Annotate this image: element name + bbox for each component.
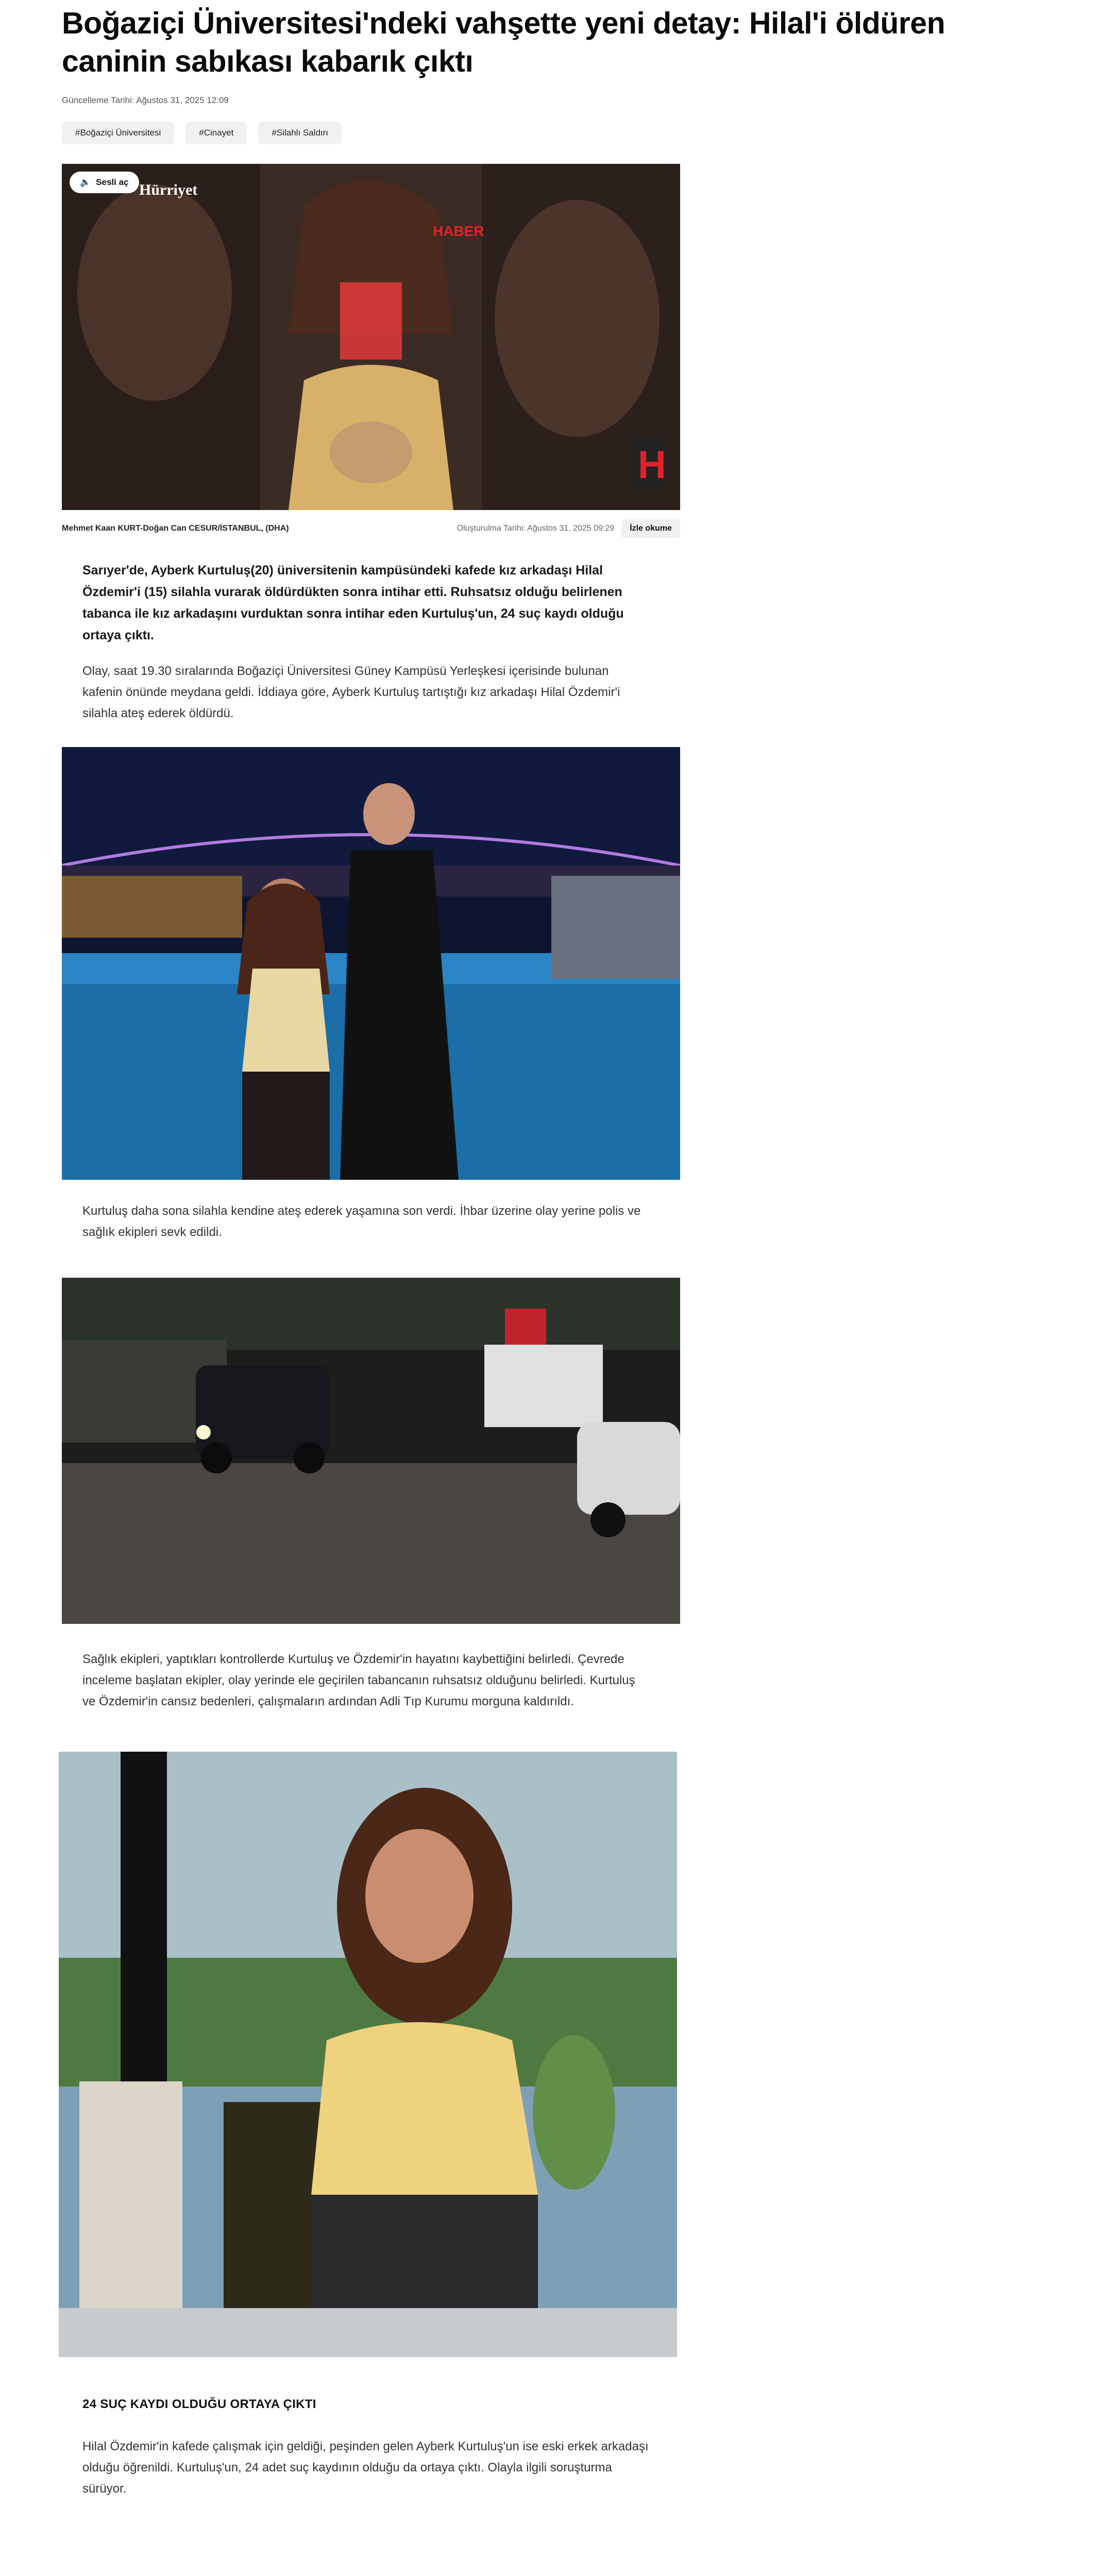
lead-video-image: [62, 164, 680, 510]
photo-couple-pool: [62, 747, 680, 1180]
listen-label: Sesli aç: [96, 177, 129, 187]
byline: Mehmet Kaan KURT-Doğan Can CESUR/İSTANBUL, (DHA): [62, 524, 289, 533]
paragraph-4: Hilal Özdemir'in kafede çalışmak için geldiği, peşinden gelen Ayberk Kurtuluş'un ise eski erkek arkadaşı olduğu öğrenildi. Kurtuluş'un, 24 adet suç kaydının olduğu da ortaya çıktı. Olayla ilgili soruşturma sürüyor.: [82, 2439, 649, 2496]
follow-button[interactable]: İzle okume: [621, 519, 680, 538]
subheading-suc-kaydi: 24 SUÇ KAYDI OLDUĞU ORTAYA ÇIKTI: [82, 2397, 316, 2411]
paragraph-3: Sağlık ekipleri, yaptıkları kontrollerde Kurtuluş ve Özdemir'in hayatını kaybettiğini belirledi. Çevrede inceleme başlatan ekipler, olay yerinde ele geçirilen tabancanın ruhsatsız olduğunu belirledi. Kurtuluş ve Özdemir'in cansız bedenleri, çalışmaların ardından Adli Tıp Kurumu morguna kaldırıldı.: [82, 1652, 635, 1708]
tag-bogazici[interactable]: #Boğaziçi Üniversitesi: [62, 122, 174, 144]
paragraph-2: Kurtuluş daha sona silahla kendine ateş ederek yaşamına son verdi. İhbar üzerine olay yerine polis ve sağlık ekipleri sevk edildi.: [82, 1204, 641, 1239]
lead-paragraph: Sarıyer'de, Ayberk Kurtuluş(20) üniversitenin kampüsündeki kafede kız arkadaşı Hilal Özdemir'i (15) silahla vurarak öldürdükten sonra intihar etti. Ruhsatsız olduğu belirlenen tabanca ile kız arkadaşını vurduktan sonra intihar eden Kurtuluş'un, 24 suç kaydı olduğu ortaya çıktı.: [82, 563, 624, 642]
paragraph-1: Olay, saat 19.30 sıralarında Boğaziçi Üniversitesi Güney Kampüsü Yerleşkesi içerisinde bulunan kafenin önünde meydana geldi. İddiaya göre, Ayberk Kurtuluş tartıştığı kız arkadaşı Hilal Özdemir'i silahla ateş ederek öldürdü.: [82, 664, 620, 720]
tag-cinayet[interactable]: #Cinayet: [185, 122, 247, 144]
byline-row: [62, 518, 680, 539]
tag-silahli-saldiri[interactable]: #Silahlı Saldırı: [258, 122, 342, 144]
updated-date: Güncelleme Tarihi: Ağustos 31, 2025 12:09: [62, 95, 229, 105]
article-title: Boğaziçi Üniversitesi'ndeki vahşette yeni detay: Hilal'i öldüren caninin sabıkası kabarık çıktı: [62, 6, 945, 78]
media-logo: Hürriyet: [139, 181, 198, 198]
photo-police-scene: [62, 1278, 680, 1624]
speaker-icon: 🔈: [80, 177, 91, 187]
listen-button[interactable]: [70, 172, 139, 193]
lead-video[interactable]: [62, 164, 680, 510]
photo-girl-cafe: [59, 1752, 677, 2357]
created-date: Oluşturulma Tarihi: Ağustos 31, 2025 09:29: [457, 524, 615, 533]
tag-list: [62, 122, 342, 144]
channel-watermark: HABER: [433, 223, 484, 239]
svg-text:H: H: [638, 443, 666, 487]
